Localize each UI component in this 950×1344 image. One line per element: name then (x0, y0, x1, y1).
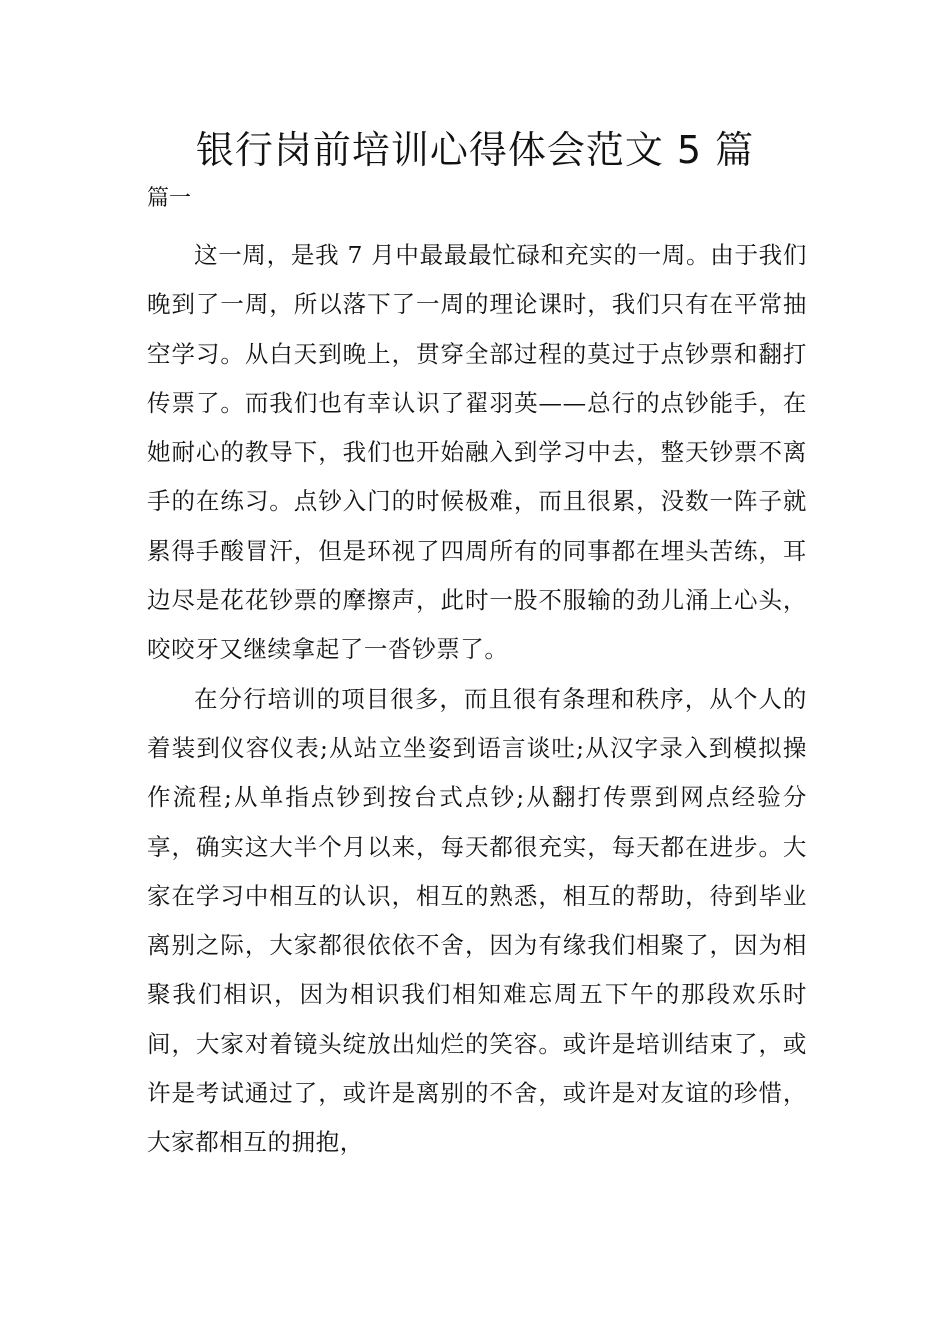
document-title: 银行岗前培训心得体会范文 5 篇 (195, 128, 755, 172)
section-label: 篇一 (147, 186, 192, 211)
document-body (147, 231, 807, 1168)
paragraph-1: 这一周，是我 7 月中最最最忙碌和充实的一周。由于我们晚到了一周，所以落下了一周的理论课时，我们只有在平常抽空学习。从白天到晚上，贯穿全部过程的莫过于点钞票和翻打传票了。而我们也有幸认识了翟羽英——总行的点钞能手，在她耐心的教导下，我们也开始融入到学习中去，整天钞票不离手的在练习。点钞入门的时候极难，而且很累，没数一阵子就累得手酸冒汗，但是环视了四周所有的同事都在埋头苦练，耳边尽是花花钞票的摩擦声，此时一股不服输的劲儿涌上心头，咬咬牙又继续拿起了一沓钞票了。 (147, 241, 807, 664)
paragraph-2: 在分行培训的项目很多，而且很有条理和秩序，从个人的着装到仪容仪表;从站立坐姿到语言谈吐;从汉字录入到模拟操作流程;从单指点钞到按台式点钞;从翻打传票到网点经验分享，确实这大半个月以来，每天都很充实，每天都在进步。大家在学习中相互的认识，相互的熟悉，相互的帮助，待到毕业离别之际，大家都很依依不舍，因为有缘我们相聚了，因为相聚我们相识，因为相识我们相知难忘周五下午的那段欢乐时间，大家对着镜头绽放出灿烂的笑容。或许是培训结束了，或许是考试通过了，或许是离别的不舍，或许是对友谊的珍惜，大家都相互的拥抱， (147, 684, 807, 1157)
